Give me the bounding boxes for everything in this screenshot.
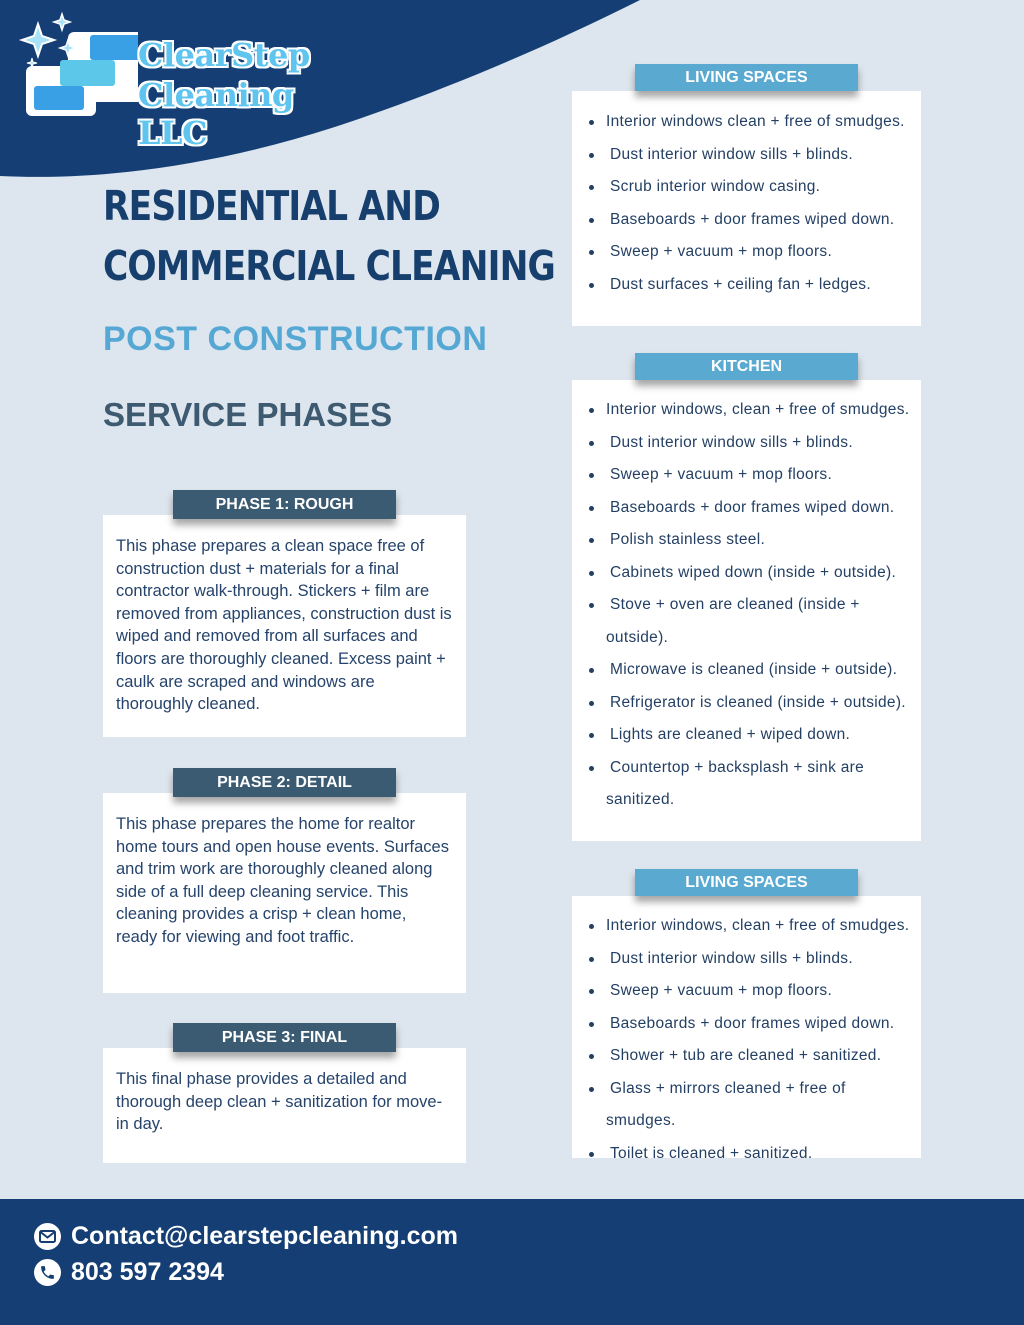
contact-phone[interactable]: 803 597 2394 [71, 1257, 224, 1286]
kitchen-card [572, 380, 921, 841]
phase-1-label: PHASE 1: ROUGH [173, 490, 396, 519]
phase-1-description: This phase prepares a clean space free of construction dust + materials for a final contractor walk-through. Stickers + film are removed from appliances, construction dust is wiped and removed from all surfaces and floors are thoroughly cleaned. Excess paint + caulk are scraped and windows are thoroughly cleaned. [116, 537, 452, 714]
list-item: Toilet is cleaned + sanitized. [572, 1138, 921, 1171]
list-item: Sweep + vacuum + mop floors. [572, 459, 921, 492]
phone-row[interactable] [34, 1257, 224, 1287]
list-item: Baseboards + door frames wiped down. [572, 1008, 921, 1041]
contact-email[interactable]: Contact@clearstepcleaning.com [71, 1221, 458, 1250]
envelope-icon [34, 1223, 61, 1250]
phase-1-card [103, 515, 466, 737]
living-spaces-2-card [572, 896, 921, 1162]
list-item: Dust interior window sills + blinds. [572, 427, 921, 460]
logo-mark [18, 10, 138, 120]
living-spaces-card [572, 91, 921, 326]
list-item: Stove + oven are cleaned (inside + outside). [572, 589, 921, 654]
phase-3-description: This final phase provides a detailed and thorough deep clean + sanitization for move-in day. [116, 1070, 443, 1134]
footer [0, 1199, 1024, 1325]
list-item: Interior windows clean + free of smudges. [572, 106, 921, 139]
main-title-line1: RESIDENTIAL AND [103, 182, 440, 230]
list-item: Microwave is cleaned (inside + outside). [572, 654, 921, 687]
company-logo [18, 10, 328, 152]
logo-text-line2: Cleaning LLC [138, 76, 294, 152]
list-item: Dust interior window sills + blinds. [572, 943, 921, 976]
living-spaces-list [572, 106, 921, 301]
list-item: Interior windows, clean + free of smudges. [572, 910, 921, 943]
living-spaces-label: LIVING SPACES [635, 64, 858, 91]
list-item: Dust surfaces + ceiling fan + ledges. [572, 269, 921, 302]
list-item: Interior windows, clean + free of smudges. [572, 394, 921, 427]
phase-3-card [103, 1048, 466, 1163]
phase-2-description: This phase prepares the home for realtor home tours and open house events. Surfaces and trim work are thoroughly cleaned along side of a full deep cleaning service. This cleaning provides a crisp + clean home, ready for viewing and foot traffic. [116, 815, 449, 946]
subtitle: POST CONSTRUCTION [103, 320, 488, 358]
kitchen-label: KITCHEN [635, 353, 858, 380]
main-title [103, 176, 555, 296]
list-item: Refrigerator is cleaned (inside + outside). [572, 687, 921, 720]
list-item: Baseboards + door frames wiped down. [572, 492, 921, 525]
email-row[interactable] [34, 1221, 458, 1251]
list-item: Polish stainless steel. [572, 524, 921, 557]
living-spaces-2-label: LIVING SPACES [635, 869, 858, 896]
list-item: Cabinets wiped down (inside + outside). [572, 557, 921, 590]
living-spaces-2-list [572, 910, 921, 1170]
main-title-line2: COMMERCIAL CLEANING [103, 242, 555, 290]
phase-2-label: PHASE 2: DETAIL [173, 768, 396, 797]
list-item: Sweep + vacuum + mop floors. [572, 975, 921, 1008]
list-item: Baseboards + door frames wiped down. [572, 204, 921, 237]
list-item: Countertop + backsplash + sink are sanitized. [572, 752, 921, 817]
list-item: Dust interior window sills + blinds. [572, 139, 921, 172]
service-phases-heading: SERVICE PHASES [103, 396, 393, 433]
list-item: Sweep + vacuum + mop floors. [572, 236, 921, 269]
phase-2-card [103, 793, 466, 993]
kitchen-list [572, 394, 921, 817]
phone-icon [34, 1259, 61, 1286]
phase-3-label: PHASE 3: FINAL [173, 1023, 396, 1052]
logo-text-line1: ClearStep [138, 36, 310, 74]
list-item: Lights are cleaned + wiped down. [572, 719, 921, 752]
list-item: Scrub interior window casing. [572, 171, 921, 204]
list-item: Shower + tub are cleaned + sanitized. [572, 1040, 921, 1073]
list-item: Glass + mirrors cleaned + free of smudges. [572, 1073, 921, 1138]
